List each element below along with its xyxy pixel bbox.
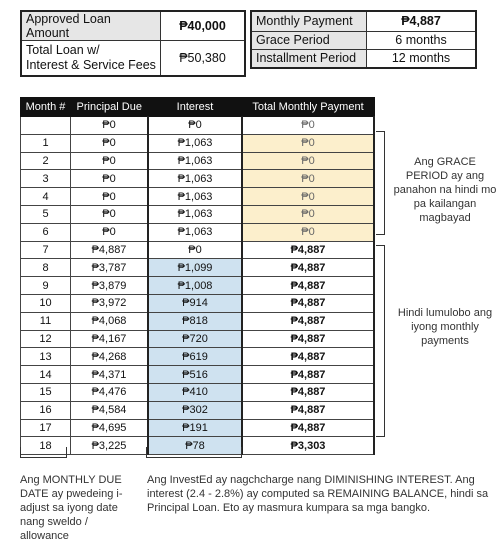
monthly-note: Hindi lumulobo ang iyong monthly payments xyxy=(397,307,493,347)
approved-loan-label: Approved Loan Amount xyxy=(21,11,161,41)
monthly-payment-label: Monthly Payment xyxy=(251,11,367,31)
schedule-row xyxy=(21,241,375,259)
schedule-row xyxy=(21,348,375,366)
total-loan-label-line2: Interest & Service Fees xyxy=(26,57,156,72)
interest-cell: ₱516 xyxy=(148,366,242,384)
month-header: Month # xyxy=(21,98,71,117)
total-cell: ₱0 xyxy=(242,170,374,188)
interest-cell: ₱1,063 xyxy=(148,188,242,206)
total-cell: ₱4,887 xyxy=(242,294,374,312)
grace-period-label: Grace Period xyxy=(251,31,367,49)
interest-cell: ₱0 xyxy=(148,117,242,135)
schedule-row xyxy=(21,277,375,295)
schedule-row xyxy=(21,383,375,401)
total-header: Total Monthly Payment xyxy=(242,98,374,117)
month-cell: 7 xyxy=(21,241,71,259)
total-loan-label-line1: Total Loan w/ xyxy=(26,42,100,57)
month-cell: 5 xyxy=(21,205,71,223)
schedule-row xyxy=(21,170,375,188)
total-cell: ₱4,887 xyxy=(242,348,374,366)
principal-cell: ₱0 xyxy=(71,223,149,241)
month-cell xyxy=(21,117,71,135)
interest-cell: ₱191 xyxy=(148,419,242,437)
principal-cell: ₱4,371 xyxy=(71,366,149,384)
principal-cell: ₱4,476 xyxy=(71,383,149,401)
month-cell: 15 xyxy=(21,383,71,401)
interest-cell: ₱720 xyxy=(148,330,242,348)
installment-period-label: Installment Period xyxy=(251,49,367,68)
total-loan-label xyxy=(21,41,161,76)
total-cell: ₱0 xyxy=(242,223,374,241)
total-cell: ₱0 xyxy=(242,205,374,223)
grace-period-value: 6 months xyxy=(367,31,477,49)
principal-cell: ₱4,695 xyxy=(71,419,149,437)
total-cell: ₱4,887 xyxy=(242,366,374,384)
interest-cell: ₱78 xyxy=(148,437,242,455)
principal-cell: ₱4,167 xyxy=(71,330,149,348)
interest-note: Ang InvestEd ay nagchcharge nang DIMINISHING INTEREST. Ang interest (2.4 - 2.8%) ay computed sa REMAINING BALANCE, hindi sa Principal Loan. Eto ay masmura kumpara sa mga bangko. xyxy=(147,474,489,514)
month-cell: 10 xyxy=(21,294,71,312)
schedule-row xyxy=(21,401,375,419)
month-cell: 18 xyxy=(21,437,71,455)
schedule-row xyxy=(21,330,375,348)
total-cell: ₱4,887 xyxy=(242,383,374,401)
total-cell: ₱4,887 xyxy=(242,401,374,419)
month-cell: 4 xyxy=(21,188,71,206)
monthly-payment-value: ₱4,887 xyxy=(367,11,477,31)
interest-cell: ₱410 xyxy=(148,383,242,401)
interest-header: Interest xyxy=(148,98,242,117)
total-cell: ₱4,887 xyxy=(242,259,374,277)
principal-header: Principal Due xyxy=(71,98,149,117)
total-cell: ₱0 xyxy=(242,152,374,170)
principal-cell: ₱3,879 xyxy=(71,277,149,295)
month-cell: 9 xyxy=(21,277,71,295)
month-cell: 8 xyxy=(21,259,71,277)
interest-cell: ₱1,063 xyxy=(148,134,242,152)
total-cell: ₱3,303 xyxy=(242,437,374,455)
interest-cell: ₱619 xyxy=(148,348,242,366)
total-cell: ₱4,887 xyxy=(242,241,374,259)
principal-cell: ₱4,068 xyxy=(71,312,149,330)
approved-loan-value: ₱40,000 xyxy=(161,11,246,41)
principal-cell: ₱4,584 xyxy=(71,401,149,419)
principal-cell: ₱4,887 xyxy=(71,241,149,259)
interest-bracket xyxy=(146,447,242,458)
schedule-header-row xyxy=(21,98,375,117)
principal-cell: ₱0 xyxy=(71,170,149,188)
schedule-row xyxy=(21,152,375,170)
month-cell: 3 xyxy=(21,170,71,188)
payment-schedule-table xyxy=(20,97,375,455)
schedule-row xyxy=(21,223,375,241)
interest-cell: ₱914 xyxy=(148,294,242,312)
schedule-row xyxy=(21,259,375,277)
principal-cell: ₱3,787 xyxy=(71,259,149,277)
payment-summary-table xyxy=(250,10,477,69)
month-cell: 16 xyxy=(21,401,71,419)
total-cell: ₱0 xyxy=(242,188,374,206)
month-cell: 1 xyxy=(21,134,71,152)
total-cell: ₱4,887 xyxy=(242,312,374,330)
month-cell: 17 xyxy=(21,419,71,437)
month-cell: 2 xyxy=(21,152,71,170)
due-date-note: Ang MONTHLY DUE DATE ay pwedeing i-adjust sa iyong date nang sweldo / allowance xyxy=(20,474,123,542)
total-cell: ₱0 xyxy=(242,134,374,152)
principal-cell: ₱0 xyxy=(71,117,149,135)
grace-note: Ang GRACE PERIOD ay ang panahon na hindi mo pa kailangan magbayad xyxy=(393,156,497,224)
schedule-row xyxy=(21,134,375,152)
schedule-row xyxy=(21,294,375,312)
interest-cell: ₱1,063 xyxy=(148,170,242,188)
total-loan-value: ₱50,380 xyxy=(161,41,246,76)
schedule-row xyxy=(21,419,375,437)
interest-cell: ₱1,099 xyxy=(148,259,242,277)
installment-period-value: 12 months xyxy=(367,49,477,68)
month-cell: 13 xyxy=(21,348,71,366)
month-cell: 14 xyxy=(21,366,71,384)
schedule-row xyxy=(21,205,375,223)
principal-cell: ₱0 xyxy=(71,188,149,206)
interest-cell: ₱1,063 xyxy=(148,205,242,223)
monthly-bracket xyxy=(376,245,385,437)
interest-cell: ₱1,063 xyxy=(148,223,242,241)
principal-cell: ₱0 xyxy=(71,152,149,170)
total-cell: ₱4,887 xyxy=(242,330,374,348)
month-cell: 11 xyxy=(21,312,71,330)
total-cell: ₱4,887 xyxy=(242,419,374,437)
total-cell: ₱0 xyxy=(242,117,374,135)
interest-cell: ₱818 xyxy=(148,312,242,330)
loan-summary-table xyxy=(20,10,246,77)
month-cell: 12 xyxy=(21,330,71,348)
principal-cell: ₱3,225 xyxy=(71,437,149,455)
interest-cell: ₱302 xyxy=(148,401,242,419)
principal-cell: ₱3,972 xyxy=(71,294,149,312)
month-cell: 6 xyxy=(21,223,71,241)
schedule-row xyxy=(21,312,375,330)
principal-cell: ₱4,268 xyxy=(71,348,149,366)
schedule-row xyxy=(21,117,375,135)
principal-cell: ₱0 xyxy=(71,134,149,152)
principal-cell: ₱0 xyxy=(71,205,149,223)
schedule-row xyxy=(21,188,375,206)
interest-cell: ₱1,008 xyxy=(148,277,242,295)
schedule-row xyxy=(21,366,375,384)
grace-bracket xyxy=(376,131,385,235)
total-cell: ₱4,887 xyxy=(242,277,374,295)
month-bracket xyxy=(20,447,67,458)
interest-cell: ₱1,063 xyxy=(148,152,242,170)
interest-cell: ₱0 xyxy=(148,241,242,259)
